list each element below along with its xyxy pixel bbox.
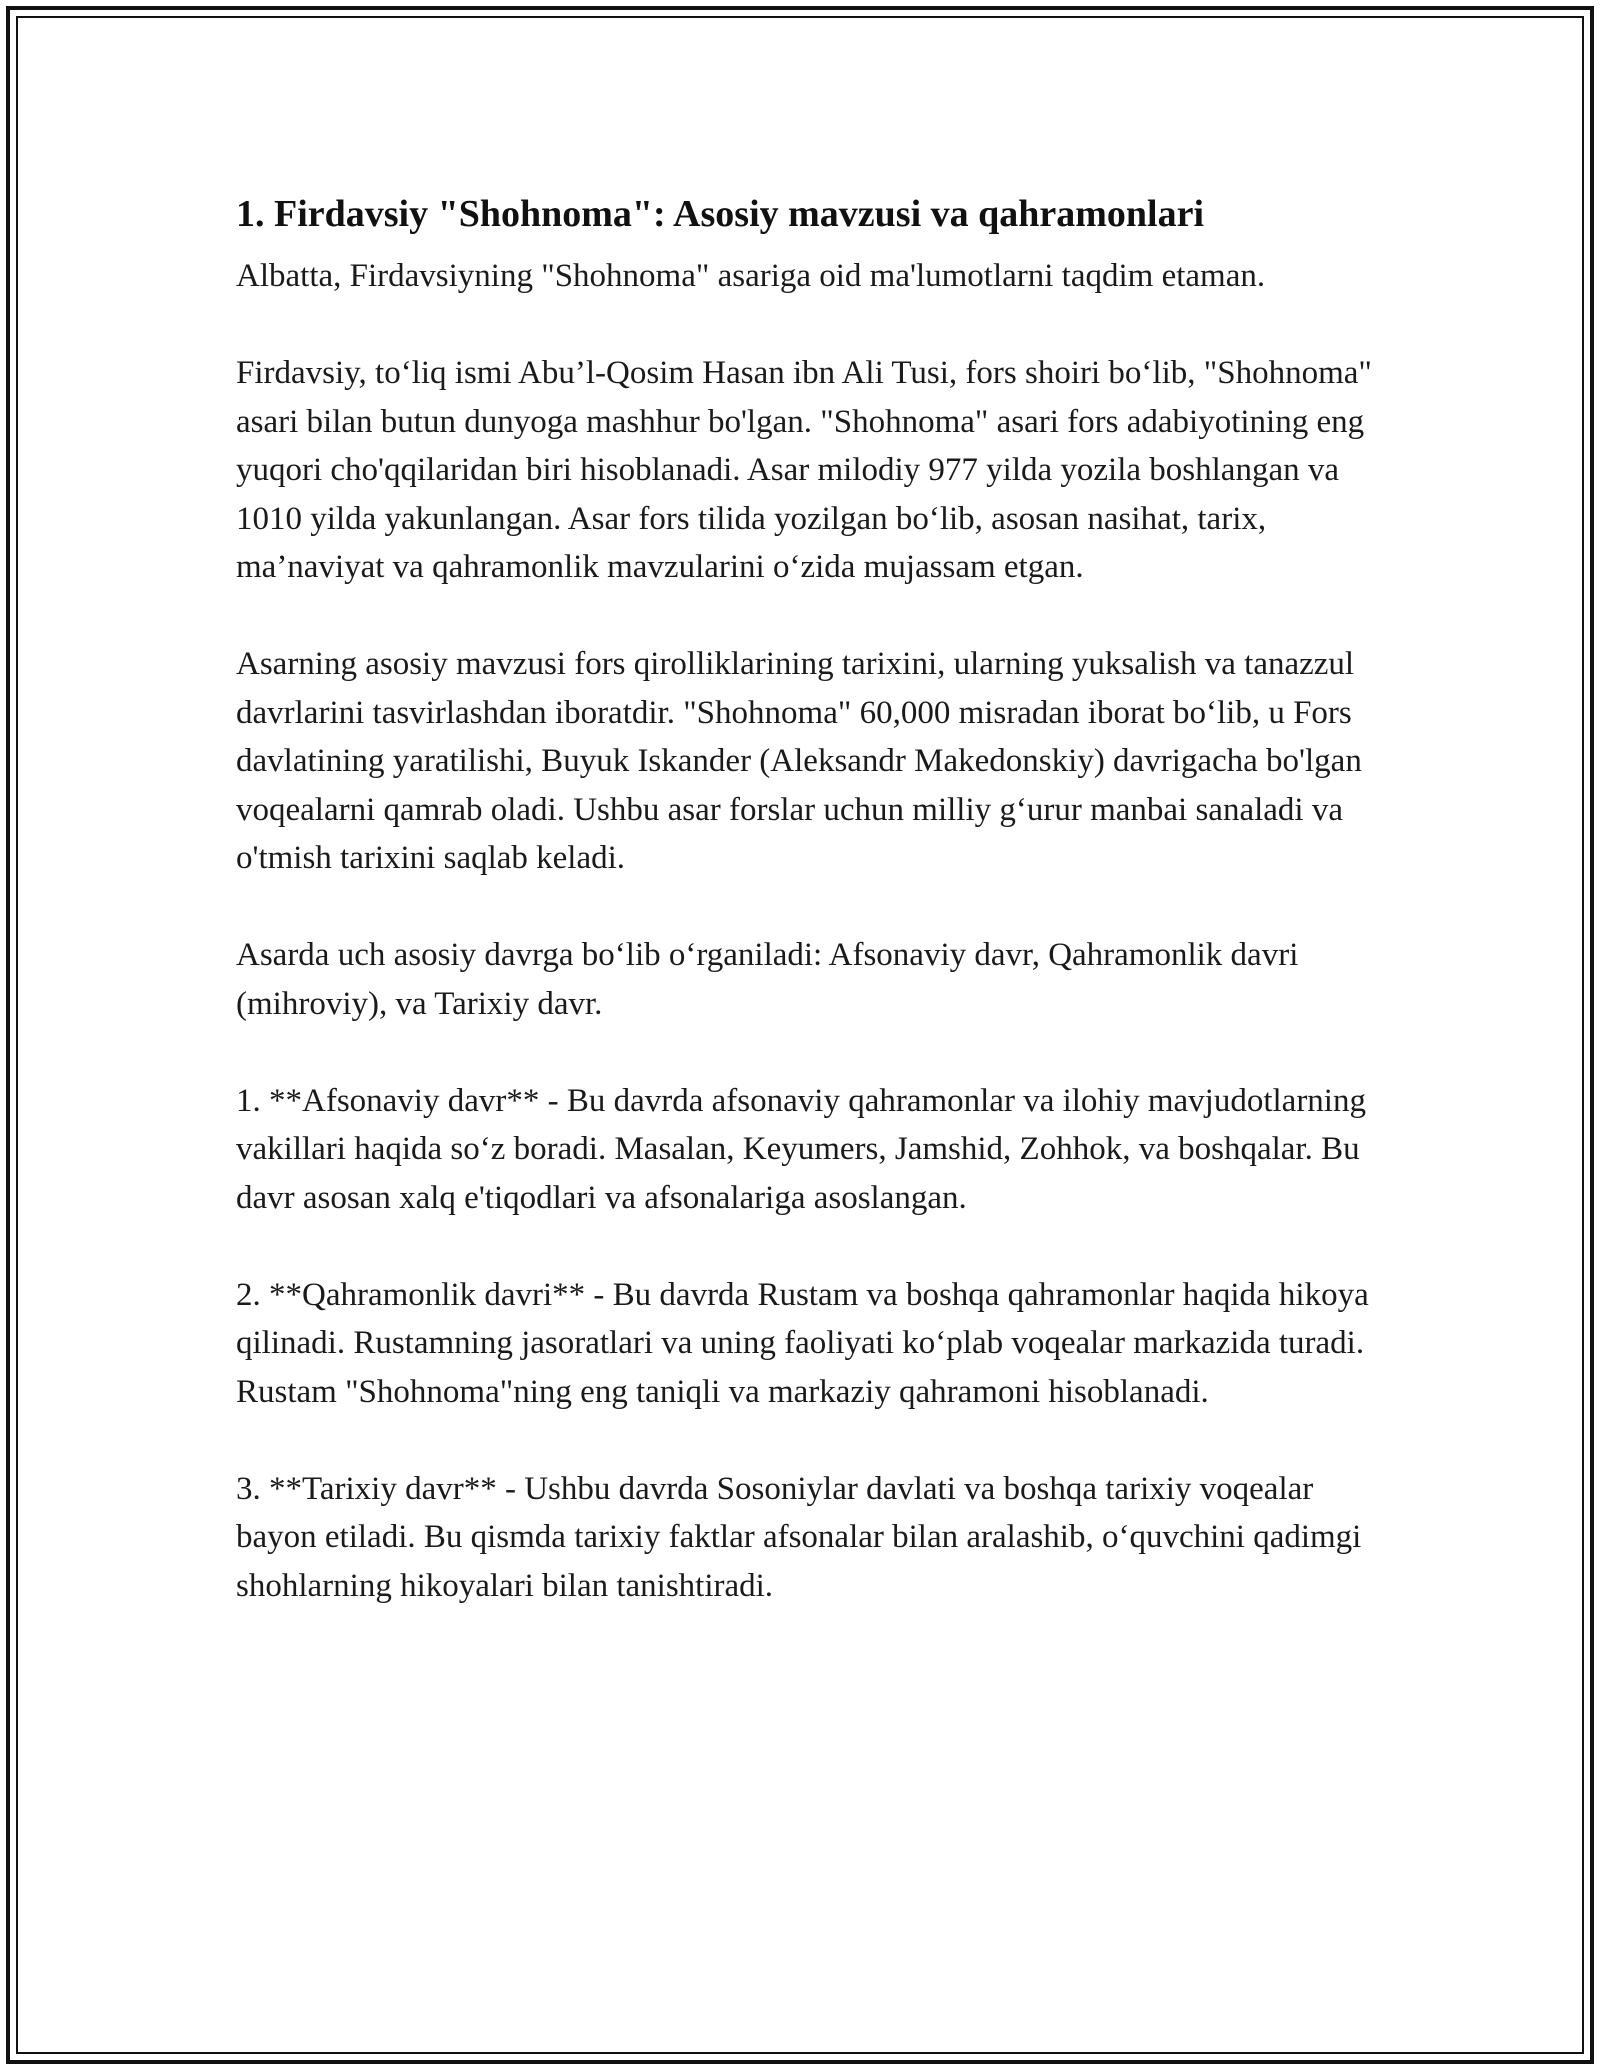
document-body <box>236 188 1376 1659</box>
page-title: 1. Firdavsiy "Shohnoma": Asosiy mavzusi va qahramonlari <box>236 193 1205 235</box>
paragraph-intro: Albatta, Firdavsiyning "Shohnoma" asariga oid ma'lumotlarni taqdim etaman. <box>236 258 1266 294</box>
paragraph-author: Firdavsiy, to‘liq ismi Abu’l-Qosim Hasan ibn Ali Tusi, fors shoiri bo‘lib, "Shohnoma" asari bilan butun dunyoga mashhur bo'lgan. "Shohnoma" asari fors adabiyotining eng yuqori cho'qqilaridan biri hisoblanadi. Asar milodiy 977 yilda yozila boshlangan va 1010 yilda yakunlangan. Asar fors tilida yozilgan bo‘lib, asosan nasihat, tarix, ma’naviyat va qahramonlik mavzularini o‘zida mujassam etgan. <box>236 355 1372 585</box>
paragraph-heroic-period: 2. **Qahramonlik davri** - Bu davrda Rustam va boshqa qahramonlar haqida hikoya qilinadi. Rustamning jasoratlari va uning faoliyati ko‘plab voqealar markazida turadi. Rustam "Shohnoma"ning eng taniqli va markaziy qahramoni hisoblanadi. <box>236 1276 1369 1410</box>
paragraph-legendary-period: 1. **Afsonaviy davr** - Bu davrda afsonaviy qahramonlar va ilohiy mavjudotlarning vakillari haqida so‘z boradi. Masalan, Keyumers, Jamshid, Zohhok, va boshqalar. Bu davr asosan xalq e'tiqodlari va afsonalariga asoslangan. <box>236 1082 1366 1216</box>
paragraph-historical-period: 3. **Tarixiy davr** - Ushbu davrda Sosoniylar davlati va boshqa tarixiy voqealar bayon etiladi. Bu qismda tarixiy faktlar afsonalar bilan aralashib, o‘quvchini qadimgi shohlarning hikoyalari bilan tanishtiradi. <box>236 1470 1362 1604</box>
paragraph-periods: Asarda uch asosiy davrga bo‘lib o‘rganiladi: Afsonaviy davr, Qahramonlik davri (mihroviy), va Tarixiy davr. <box>236 937 1299 1022</box>
paragraph-main-theme: Asarning asosiy mavzusi fors qirolliklarining tarixini, ularning yuksalish va tanazzul davrlarini tasvirlashdan iboratdir. "Shohnoma" 60,000 misradan iborat bo‘lib, u Fors davlatining yaratilishi, Buyuk Iskander (Aleksandr Makedonskiy) davrigacha bo'lgan voqealarni qamrab oladi. Ushbu asar forslar uchun milliy g‘urur manbai sanaladi va o'tmish tarixini saqlab keladi. <box>236 646 1362 876</box>
